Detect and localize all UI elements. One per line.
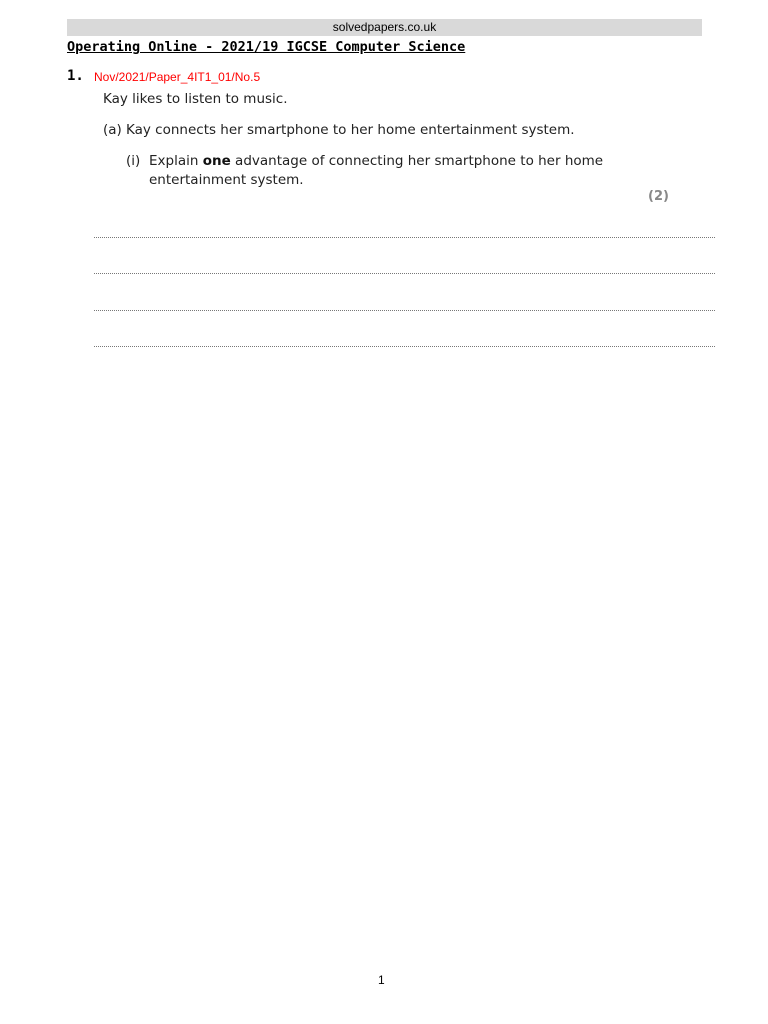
- site-banner: solvedpapers.co.uk: [67, 19, 702, 36]
- part-a-text: Kay connects her smartphone to her home entertainment system.: [126, 122, 575, 138]
- part-a-label: (a): [103, 122, 122, 138]
- part-i-label: (i): [126, 153, 141, 169]
- question-number: 1.: [67, 68, 84, 84]
- question-stem: Kay likes to listen to music.: [103, 91, 288, 107]
- part-i-text: [149, 152, 603, 190]
- part-i-text-before: Explain: [149, 153, 203, 169]
- part-i-text-after: advantage of connecting her smartphone to her home: [230, 153, 604, 169]
- question-reference: Nov/2021/Paper_4IT1_01/No.5: [94, 70, 261, 84]
- answer-line[interactable]: [94, 273, 715, 274]
- answer-line[interactable]: [94, 310, 715, 311]
- document-title: Operating Online - 2021/19 IGCSE Computer Science: [67, 39, 466, 55]
- marks-allocation: (2): [648, 189, 669, 204]
- page-number: 1: [378, 973, 385, 987]
- answer-line[interactable]: [94, 237, 715, 238]
- part-i-text-bold: one: [202, 153, 231, 169]
- answer-line[interactable]: [94, 346, 715, 347]
- part-i-text-line2: entertainment system.: [149, 172, 304, 188]
